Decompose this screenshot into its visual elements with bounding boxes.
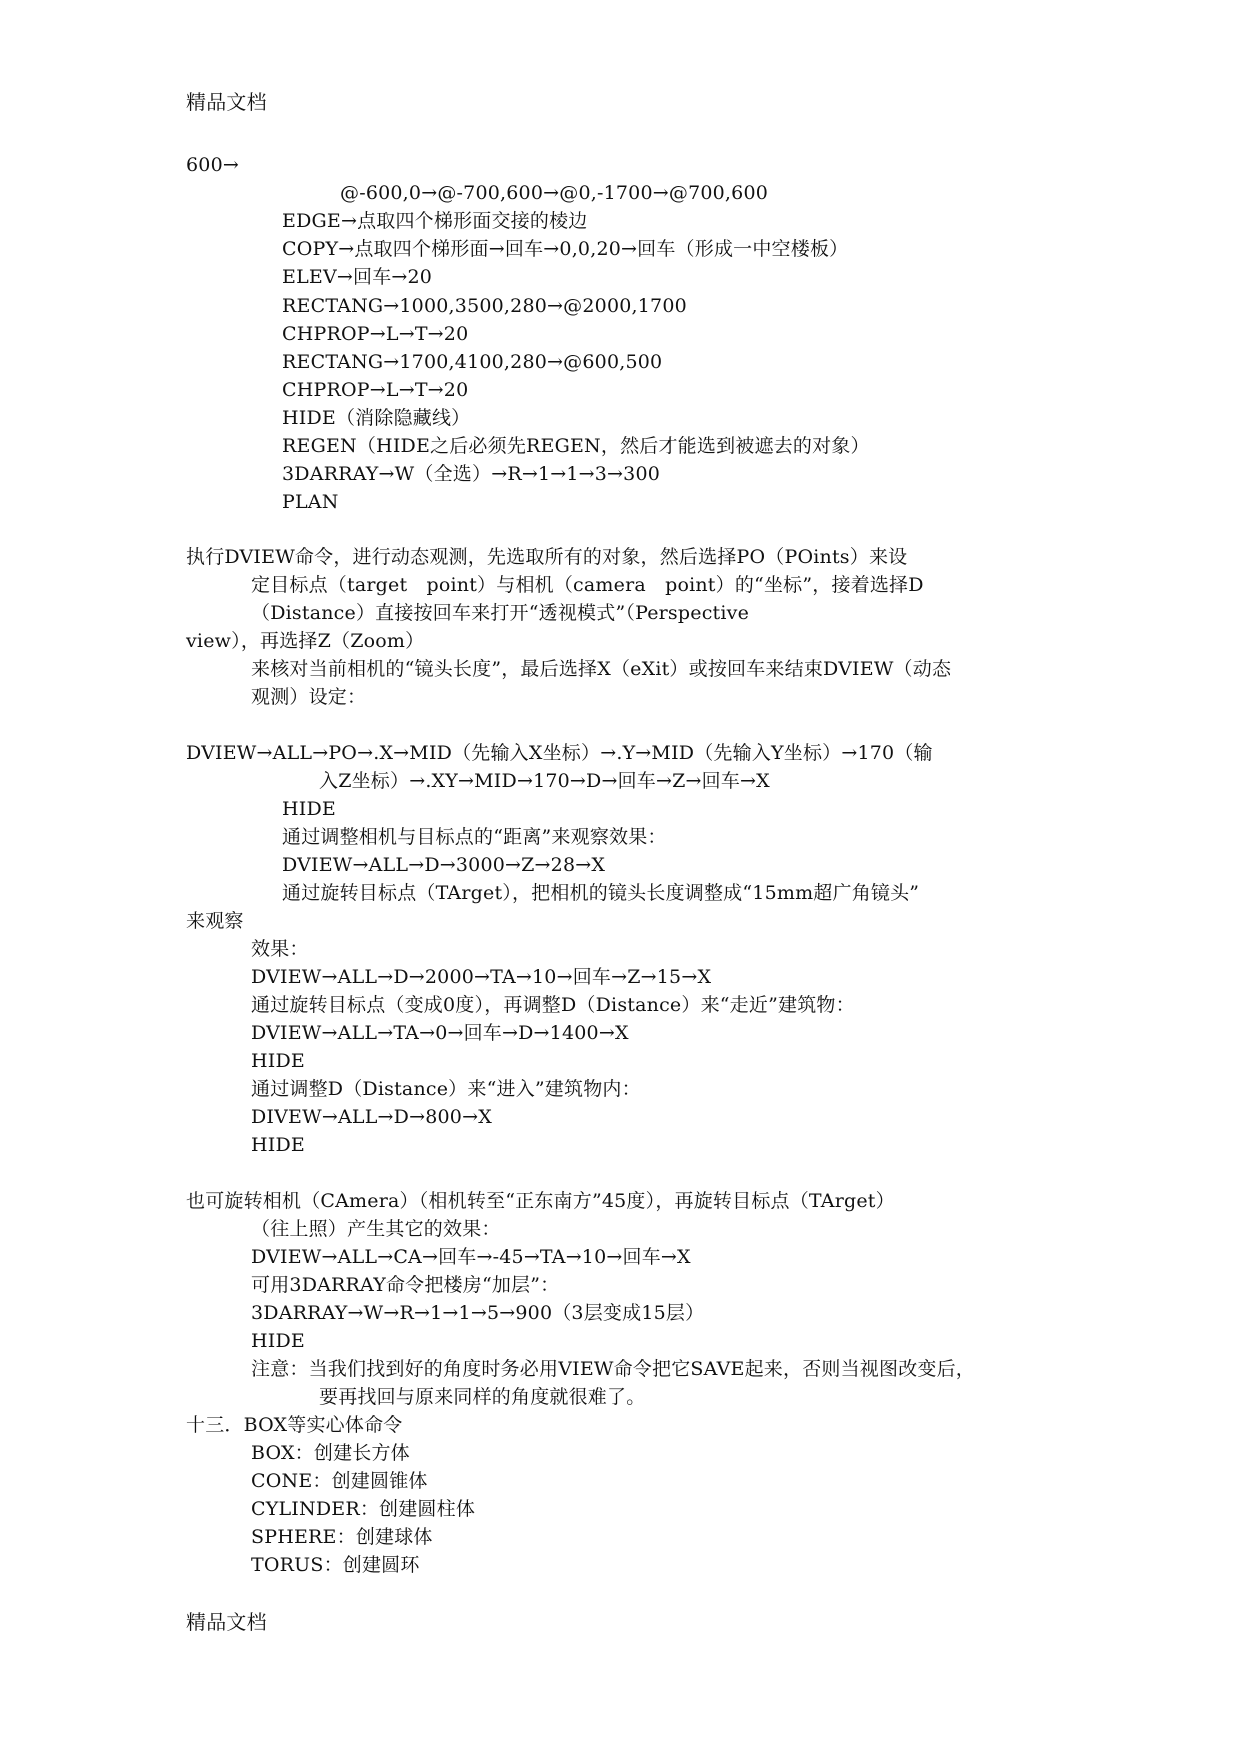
text-line: 来观察 (186, 910, 244, 932)
page-footer: 精品文档 (186, 1610, 267, 1634)
text-line: ELEV→回车→20 (282, 266, 433, 288)
text-line: DVIEW→ALL→D→2000→TA→10→回车→Z→15→X (251, 966, 712, 988)
text-line: 观测）设定： (251, 686, 367, 708)
text-line: DVIEW→ALL→CA→回车→-45→TA→10→回车→X (251, 1246, 691, 1268)
text-line: HIDE (282, 798, 336, 820)
text-line: HIDE（消除隐藏线） (282, 407, 471, 429)
text-line: DVIEW→ALL→TA→0→回车→D→1400→X (251, 1022, 629, 1044)
text-line: CYLINDER：创建圆柱体 (251, 1498, 476, 1520)
text-line: 600→ (186, 154, 239, 176)
text-line: RECTANG→1000,3500,280→@2000,1700 (282, 295, 687, 317)
text-line: REGEN（HIDE之后必须先REGEN，然后才能选到被遮去的对象） (282, 435, 870, 457)
text-line: PLAN (282, 491, 339, 513)
text-line: 通过调整D（Distance）来“进入”建筑物内： (251, 1078, 641, 1100)
text-line: EDGE→点取四个梯形面交接的棱边 (282, 210, 588, 232)
text-line: DVIEW→ALL→D→3000→Z→28→X (282, 854, 606, 876)
text-line: 通过旋转目标点（变成0度），再调整D（Distance）来“走近”建筑物： (251, 994, 855, 1016)
text-line: 也可旋转相机（CAmera）（相机转至“正东南方”45度），再旋转目标点（TArget） (186, 1190, 895, 1212)
text-line: 执行DVIEW命令，进行动态观测，先选取所有的对象，然后选择PO（POints）来设 (186, 546, 908, 568)
text-line: 注意：当我们找到好的角度时务必用VIEW命令把它SAVE起来，否则当视图改变后， (251, 1358, 976, 1380)
text-line: TORUS：创建圆环 (251, 1554, 420, 1576)
text-line: 要再找回与原来同样的角度就很难了。 (319, 1386, 646, 1408)
text-line: 定目标点（target point）与相机（camera point）的“坐标”，接着选择D (251, 574, 924, 596)
text-line: CHPROP→L→T→20 (282, 323, 469, 345)
text-line: 3DARRAY→W→R→1→1→5→900（3层变成15层） (251, 1302, 705, 1324)
text-line: 效果： (251, 938, 309, 960)
text-line: CONE：创建圆锥体 (251, 1470, 428, 1492)
text-line: HIDE (251, 1050, 305, 1072)
text-line: 来核对当前相机的“镜头长度”，最后选择X（eXit）或按回车来结束DVIEW（动态 (251, 658, 952, 680)
text-line: CHPROP→L→T→20 (282, 379, 469, 401)
text-line: 可用3DARRAY命令把楼房“加层”： (251, 1274, 560, 1296)
text-line: HIDE (251, 1330, 305, 1352)
text-line: 3DARRAY→W（全选）→R→1→1→3→300 (282, 463, 661, 485)
text-line: 通过旋转目标点（TArget），把相机的镜头长度调整成“15mm超广角镜头” (282, 882, 920, 904)
text-line: RECTANG→1700,4100,280→@600,500 (282, 351, 663, 373)
text-line: @-600,0→@-700,600→@0,-1700→@700,600 (340, 182, 769, 204)
text-line: （Distance）直接按回车来打开“透视模式”（Perspective (251, 602, 750, 624)
text-line: view），再选择Z（Zoom） (186, 630, 425, 652)
text-line: BOX：创建长方体 (251, 1442, 410, 1464)
text-line: DIVEW→ALL→D→800→X (251, 1106, 492, 1128)
text-line: SPHERE：创建球体 (251, 1526, 433, 1548)
text-line: COPY→点取四个梯形面→回车→0,0,20→回车（形成一中空楼板） (282, 238, 849, 260)
text-line: （往上照）产生其它的效果： (251, 1218, 501, 1240)
text-line: DVIEW→ALL→PO→.X→MID（先输入X坐标）→.Y→MID（先输入Y坐标）→170（输 (186, 742, 933, 764)
text-line: 通过调整相机与目标点的“距离”来观察效果： (282, 826, 667, 848)
section-heading: 十三．BOX等实心体命令 (186, 1414, 403, 1436)
page-header: 精品文档 (186, 90, 267, 114)
text-line: 入Z坐标）→.XY→MID→170→D→回车→Z→回车→X (319, 770, 770, 792)
text-line: HIDE (251, 1134, 305, 1156)
